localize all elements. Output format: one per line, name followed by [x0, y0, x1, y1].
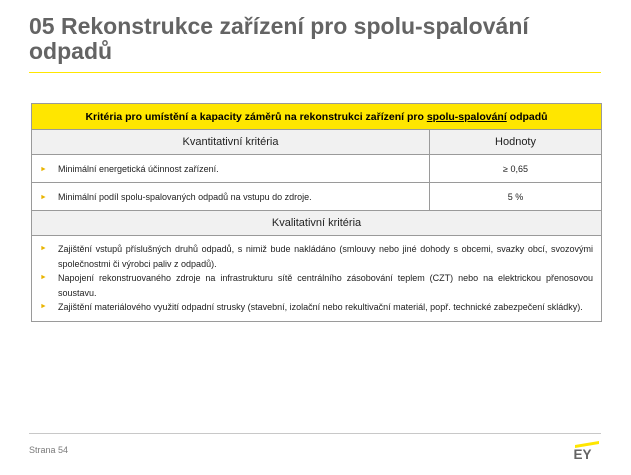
- row-label-cell: [32, 183, 430, 211]
- qual-row: [32, 236, 602, 322]
- list-item: [40, 242, 593, 271]
- quant-header-row: [32, 130, 602, 155]
- table-row: [32, 183, 602, 211]
- table-header-row: [32, 104, 602, 130]
- bullet-icon: ►: [40, 245, 47, 252]
- ey-logo: [573, 440, 601, 460]
- bullet-icon: ►: [40, 274, 47, 281]
- row-value: ≥ 0,65: [430, 155, 602, 183]
- row-label-cell: [32, 155, 430, 183]
- list-item: [40, 271, 593, 300]
- bullet-icon: ►: [40, 193, 47, 201]
- quant-criteria-header: Kvantitativní kritéria: [32, 130, 430, 155]
- table-header-suffix: odpadů: [506, 110, 548, 123]
- logo-text: EY: [573, 447, 592, 460]
- table-header: [32, 104, 602, 130]
- qual-criteria-header: Kvalitativní kritéria: [32, 211, 602, 236]
- qual-header-row: [32, 211, 602, 236]
- bullet-icon: ►: [40, 165, 47, 173]
- row-value: 5 %: [430, 183, 602, 211]
- list-item-text: Zajištění materiálového využití odpadní strusky (stavební, izolační nebo rekultivační materiál, popř. technické zabezpečení skládky).: [58, 302, 583, 312]
- title-divider: [29, 72, 601, 73]
- bullet-icon: ►: [40, 303, 47, 310]
- criteria-table: [31, 103, 602, 322]
- row-label: Minimální energetická účinnost zařízení.: [58, 163, 219, 174]
- table-row: [32, 155, 602, 183]
- qual-criteria-list: [32, 236, 602, 322]
- row-label: Minimální podíl spolu-spalovaných odpadů na vstupu do zdroje.: [58, 191, 312, 202]
- list-item: [40, 300, 593, 315]
- table-header-prefix: Kritéria pro umístění a kapacity záměrů na rekonstrukci zařízení pro: [85, 110, 427, 123]
- footer-divider: [29, 433, 601, 434]
- page-number: Strana 54: [29, 445, 69, 455]
- values-header: Hodnoty: [430, 130, 602, 155]
- slide-title: 05 Rekonstrukce zařízení pro spolu-spalování odpadů: [29, 13, 529, 64]
- list-item-text: Napojení rekonstruovaného zdroje na infrastrukturu sítě centrálního zásobování teplem (CZT) nebo na elektrickou přenosovou soustavu.: [58, 273, 594, 298]
- table-header-underlined: spolu-spalování: [426, 110, 507, 123]
- list-item-text: Zajištění vstupů příslušných druhů odpadů, s nimiž bude nakládáno (smlouvy nebo jiné dohody s obcemi, svazky obcí, svozovými společnostmi či výrobci paliv z odpadů).: [58, 244, 594, 269]
